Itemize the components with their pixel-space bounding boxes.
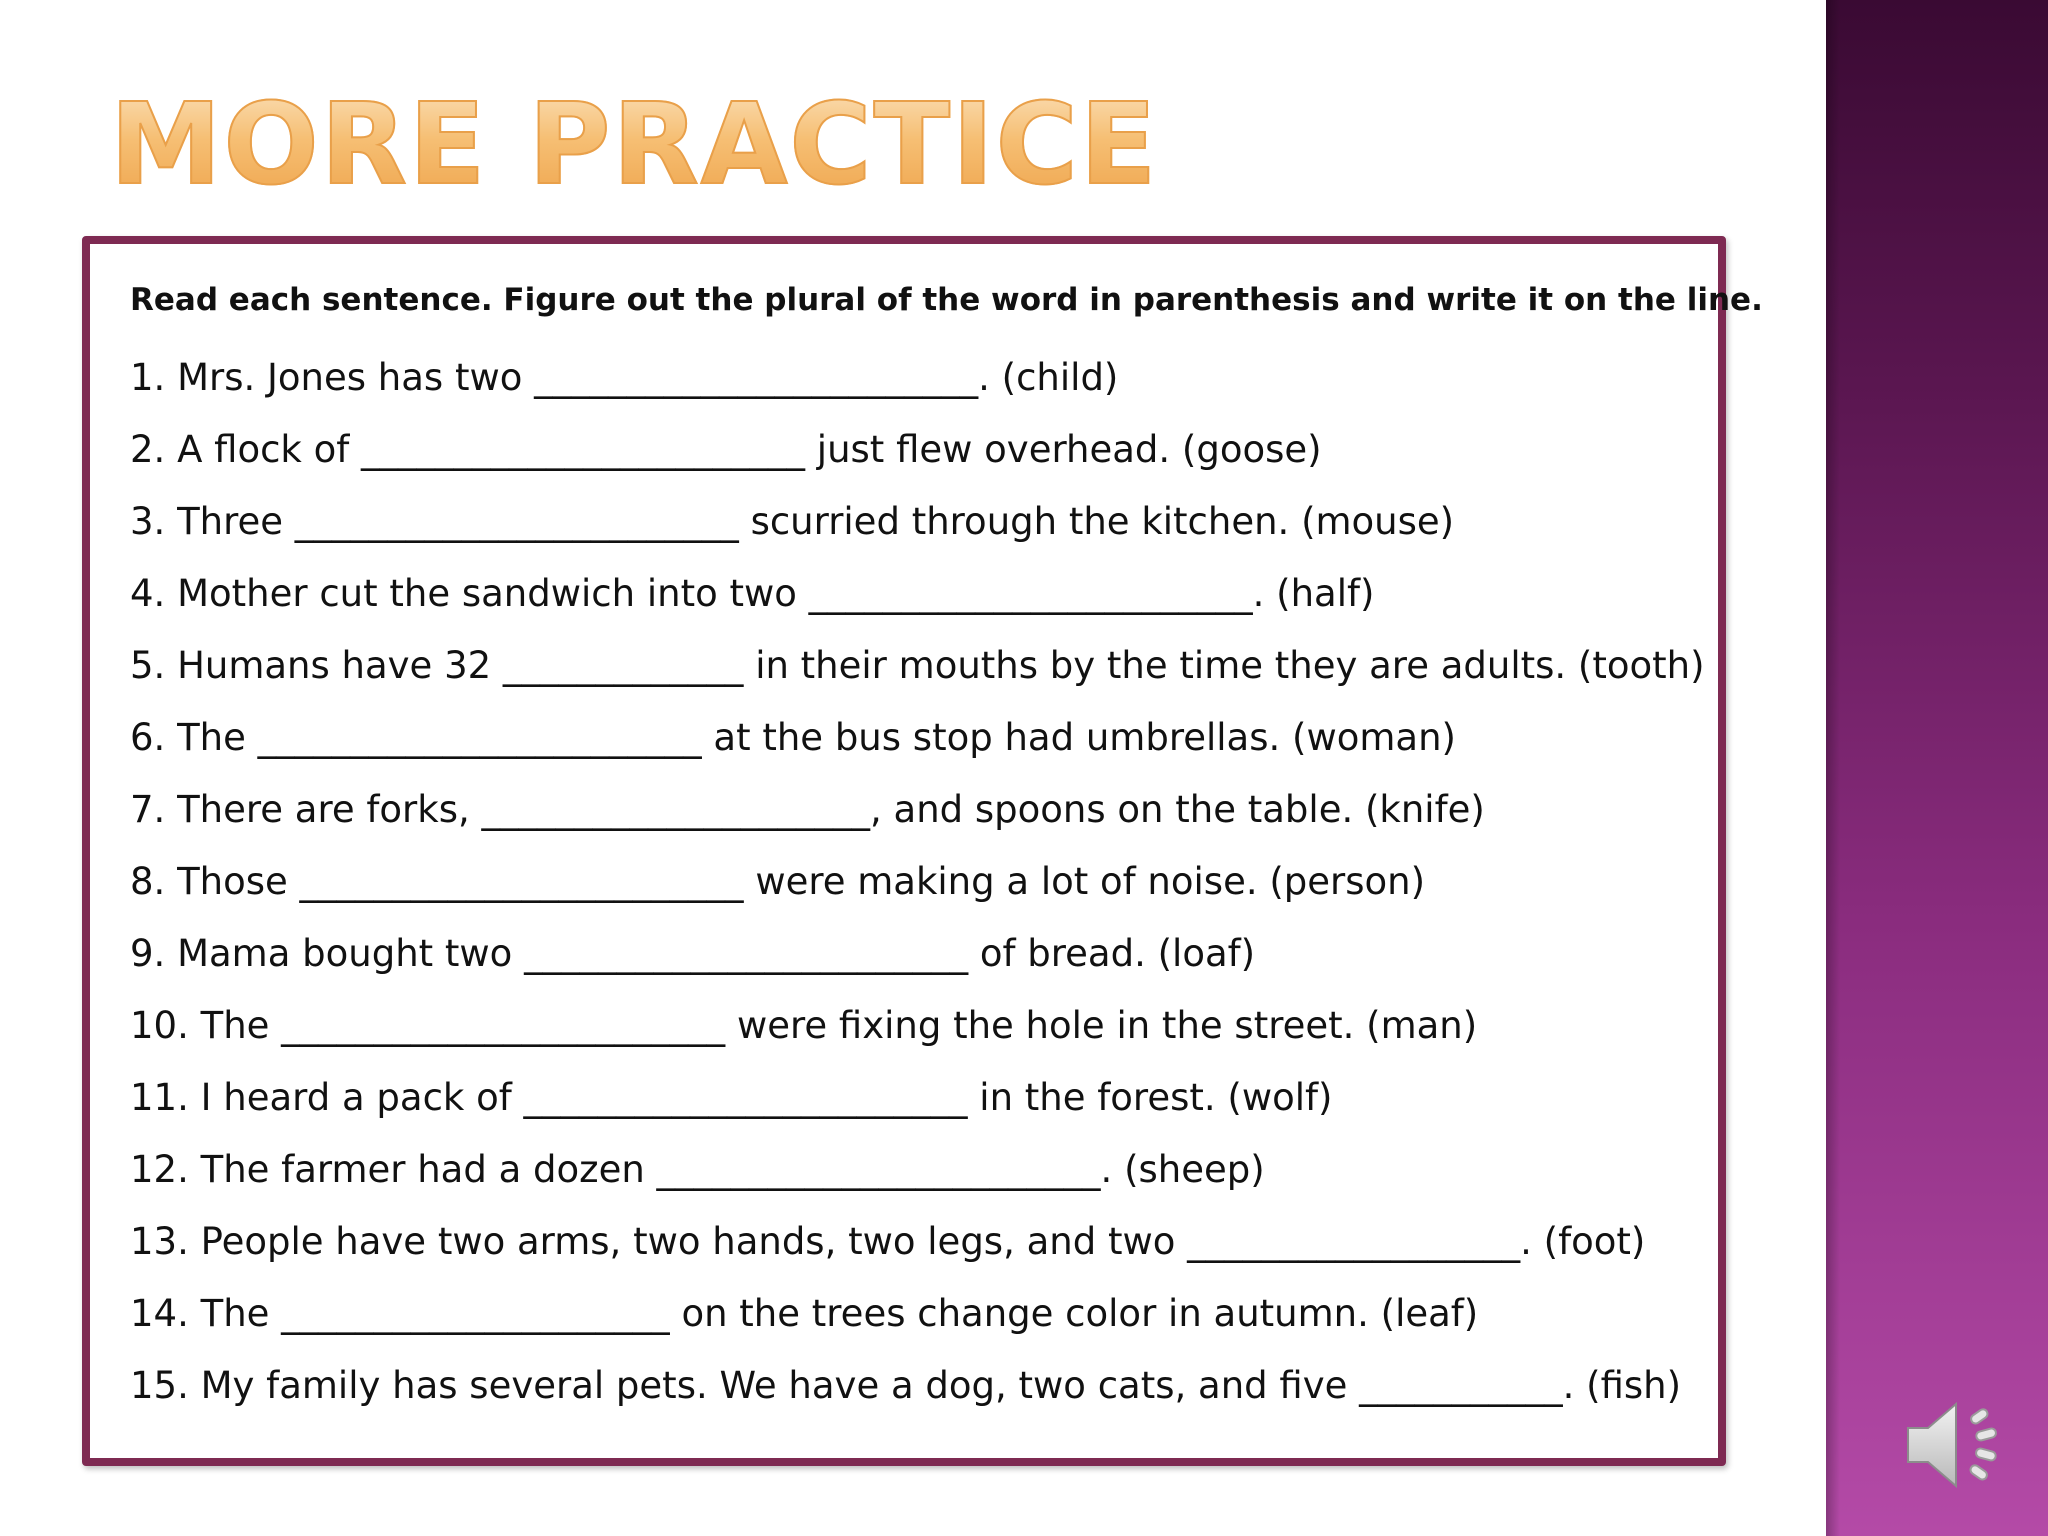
- exercise-item: 13. People have two arms, two hands, two legs, and two __________________. (foot): [130, 1220, 1646, 1263]
- exercise-item: 8. Those ________________________ were making a lot of noise. (person): [130, 860, 1426, 903]
- slide-title: MORE PRACTICE: [110, 80, 1159, 210]
- decorative-side-band: [1826, 0, 2048, 1536]
- exercise-item: 6. The ________________________ at the bus stop had umbrellas. (woman): [130, 716, 1456, 759]
- exercise-item: 2. A flock of ________________________ just flew overhead. (goose): [130, 428, 1322, 471]
- exercise-item: 9. Mama bought two ________________________ of bread. (loaf): [130, 932, 1256, 975]
- exercise-item: 11. I heard a pack of ________________________ in the forest. (wolf): [130, 1076, 1333, 1119]
- exercise-item: 15. My family has several pets. We have a dog, two cats, and five ___________. (fish): [130, 1364, 1682, 1407]
- exercise-item: 3. Three ________________________ scurried through the kitchen. (mouse): [130, 500, 1455, 543]
- exercise-item: 12. The farmer had a dozen ________________________. (sheep): [130, 1148, 1265, 1191]
- exercise-item: 5. Humans have 32 _____________ in their mouths by the time they are adults. (tooth): [130, 644, 1705, 687]
- exercise-item: 4. Mother cut the sandwich into two ________________________. (half): [130, 572, 1375, 615]
- instructions-text: Read each sentence. Figure out the plural of the word in parenthesis and write it on the line.: [130, 282, 1763, 318]
- worksheet-box: [82, 236, 1763, 1466]
- speaker-icon[interactable]: [1900, 1390, 2010, 1500]
- exercise-item: 7. There are forks, _____________________, and spoons on the table. (knife): [130, 788, 1485, 831]
- exercise-item: 10. The ________________________ were fixing the hole in the street. (man): [130, 1004, 1478, 1047]
- exercise-list: [130, 356, 1705, 1436]
- exercise-item: 1. Mrs. Jones has two ________________________. (child): [130, 356, 1119, 399]
- exercise-item: 14. The _____________________ on the trees change color in autumn. (leaf): [130, 1292, 1479, 1335]
